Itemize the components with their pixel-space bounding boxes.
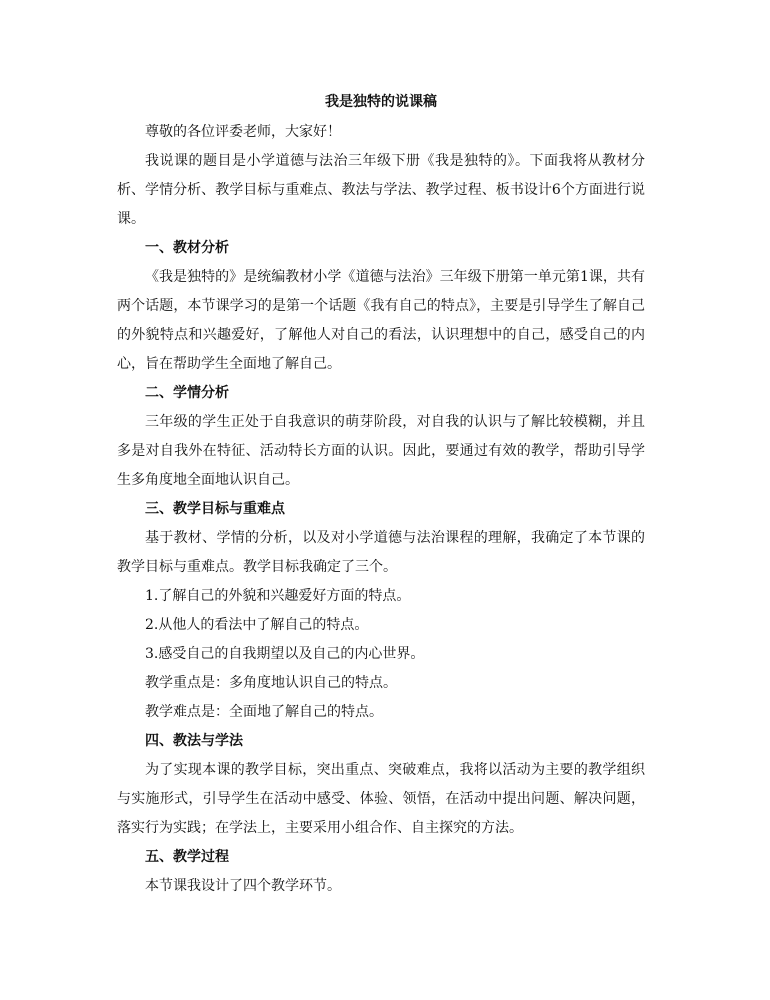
paragraph-textbook-analysis: 《我是独特的》是统编教材小学《道德与法治》三年级下册第一单元第1课，共有两个话题，本节课学习的是第一个话题《我有自己的特点》，主要是引导学生了解自己的外貌特点和兴趣爱好，了解他人对自己的看法，认识理想中的自己，感受自己的内心，旨在帮助学生全面地了解自己。	[117, 269, 645, 372]
document-content	[117, 92, 645, 901]
section-heading-student-analysis: 二、学情分析	[145, 385, 229, 401]
section-heading-teaching-process: 五、教学过程	[145, 849, 229, 865]
paragraph-key-point: 教学重点是：多角度地认识自己的特点。	[145, 675, 397, 691]
list-item-goal-3: 3.感受自己的自我期望以及自己的内心世界。	[145, 646, 425, 662]
list-item-goal-2: 2.从他人的看法中了解自己的特点。	[145, 617, 369, 633]
list-item-goal-1: 1.了解自己的外貌和兴趣爱好方面的特点。	[145, 588, 411, 604]
paragraph-greeting: 尊敬的各位评委老师，大家好！	[145, 124, 341, 140]
document-title: 我是独特的说课稿	[325, 94, 437, 110]
paragraph-student-analysis: 三年级的学生正处于自我意识的萌芽阶段，对自我的认识与了解比较模糊，并且多是对自我外在特征、活动特长方面的认识。因此，要通过有效的教学，帮助引导学生多角度地全面地认识自己。	[117, 414, 645, 488]
section-heading-teaching-goals: 三、教学目标与重难点	[145, 501, 285, 517]
paragraph-teaching-methods: 为了实现本课的教学目标，突出重点、突破难点，我将以活动为主要的教学组织与实施形式，引导学生在活动中感受、体验、领悟，在活动中提出问题、解决问题，落实行为实践；在学法上，主要采用小组合作、自主探究的方法。	[117, 762, 645, 836]
paragraph-difficult-point: 教学难点是：全面地了解自己的特点。	[145, 704, 383, 720]
paragraph-intro: 我说课的题目是小学道德与法治三年级下册《我是独特的》。下面我将从教材分析、学情分析、教学目标与重难点、教法与学法、教学过程、板书设计6个方面进行说课。	[117, 153, 645, 227]
section-heading-textbook-analysis: 一、教材分析	[145, 240, 229, 256]
paragraph-teaching-process: 本节课我设计了四个教学环节。	[145, 878, 341, 894]
section-heading-teaching-methods: 四、教法与学法	[145, 733, 243, 749]
paragraph-teaching-goals: 基于教材、学情的分析，以及对小学道德与法治课程的理解，我确定了本节课的教学目标与重难点。教学目标我确定了三个。	[117, 530, 645, 575]
